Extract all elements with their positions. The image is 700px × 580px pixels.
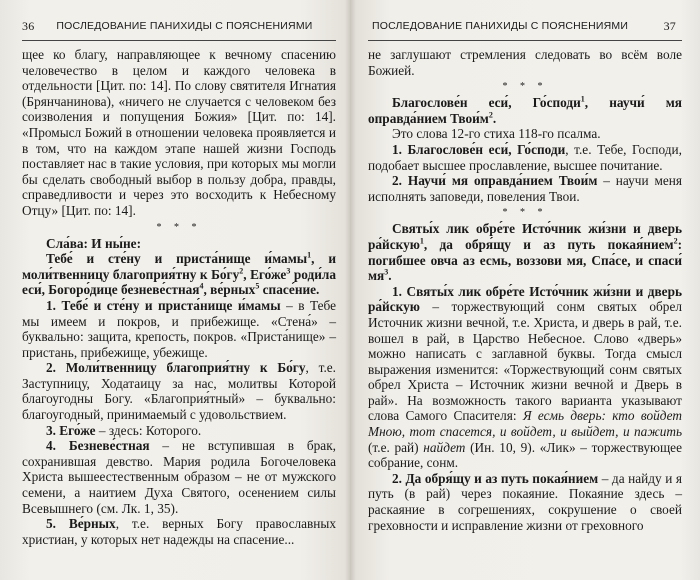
right-running-header (368, 13, 682, 41)
psalm-verse: Благослове́н еси́, Го́споди$^1$, научи́ мя оправда́нием $Твои́м^2$. (368, 94, 682, 126)
right-page-number: 37 (663, 18, 676, 33)
right-page (350, 0, 700, 580)
note-1: 1. Тебе́ и сте́ну и приста́нище и́мамы – в Тебе мы имеем и покров, и прибежище. «Стена́» – буквально: защита, крепость, покров. «Приста́нище» – пристань, прибежище, убежище. (22, 297, 336, 360)
left-page-text (22, 47, 336, 547)
troparion-note-2: 2. Да обря́щу и аз путь покая́нием – да найду и я путь (в рай) через покаяние. Покаяние здесь – раскаяние в согрешениях, сокрушение о своей греховности и исправление жизни от греховного (368, 470, 682, 533)
note-2: 2. Моли́твенницу благоприя́тну к Бо́гу, т.е. Заступницу, Ходатаицу за нас, молитвы Которой благоугодны Богу. «Благоприя́тный» – буквально: благоугодный, принимаемый с удовольствием. (22, 360, 336, 423)
psalm-verse-note: Это слова 12-го стиха 118-го псалма. (392, 126, 601, 142)
slava-heading: Сла́ва: И ны́не: (46, 235, 141, 251)
verse-note-2: 2. Научи́ мя оправда́нием Твои́м – научи меня исполнять заповеди, повеления Твои. (368, 173, 682, 204)
right-section-divider-2: * * * (502, 207, 548, 219)
right-page-text (368, 47, 682, 533)
note-5: 5. Ве́рных, т.е. верных Богу православных христиан, у которых нет надежды на спасение... (22, 516, 336, 547)
right-paragraph-continuation: не заглушают стремления следовать во всём воле Божией. (368, 47, 682, 78)
left-paragraph-continuation: щее ко благу, направляющее к вечному спасению человечество в целом и каждого человека в отдельности [Цит. по: 14]. По слову святителя Игнатия (Брянчанинова), «ничего не случается с человеком без соизволения и попущения Божия» [Цит. по: 14]. «Промысл Божий в отношении человека проявляется и в том, что на каждом этапе нашей жизни Господь поставляет нас в такие условия, при которых мы могли бы сделать свободный выбор в пользу добра, правды, справедливости и через это восходить к Небесному Отцу» [Цит. по: 14]. (22, 47, 336, 218)
left-running-title: ПОСЛЕДОВАНИЕ ПАНИХИДЫ С ПОЯСНЕНИЯМИ (56, 20, 313, 32)
note-3: 3. Его́же – здесь: Которого. (46, 422, 202, 438)
note-4: 4. Безневе́стная – не вступившая в брак, сохранившая девство. Мария родила Богочеловека Христа вышеестественным образом – не от мужского семени, а наитием Духа Святого, осенением силы Всевышнего (см. Лк. 1, 35). (22, 438, 336, 516)
right-running-title: ПОСЛЕДОВАНИЕ ПАНИХИДЫ С ПОЯСНЕНИЯМИ (372, 20, 629, 32)
theotokion-text: Тебе́ и сте́ну и приста́нище и́мамы$^1$, и моли́твенницу благоприя́тну к $Бо́гу^2$, $Его́же^3$ роди́ла еси́, Богоро́дице безневе́стная$^4$, ве́рных$^5$ спасе́ние. (22, 250, 337, 298)
troparion-note-1: 1. Святы́х лик обре́те Исто́чник жи́зни и дверь ра́йскую – торжествующий сонм святых обрел Источник жизни вечной, т.е. Христа, и дверь в рай, т.е. вошел в рай, в Царство Небесное. Слово «дверь» можно написать с заглавной буквы. Тогда смысл выражения изменится: «Торжествующий сонм святых обрел Христа – Источник жизни вечной и Дверь в рай». На возможность такого варианта указывают слова Самого Спасителя: Я есмь дверь: кто войдет Мною, тот спасется, и войдет, и выйдет, и пажить (т.е. рай) найдет (Ин. 10, 9). «Лик» – торжествующее собрание, сонм. (368, 283, 682, 471)
left-section-divider: * * * (156, 221, 202, 233)
right-section-divider-1: * * * (502, 81, 548, 93)
left-running-header (22, 13, 336, 41)
left-page-number: 36 (22, 18, 35, 33)
verse-note-1: 1. Благослове́н еси́, Го́споди, т.е. Тебе, Господи, подобает высшее прославление, высшее почитание. (368, 141, 682, 173)
troparion-text: Святы́х лик обре́те Исто́чник жи́зни и дверь ра́йскую$^1$, да обря́щу и аз путь покая́нием$^2$: погибшее овча аз есмь, воззови мя, Спа́се, и спаси́ $мя^3$. (368, 221, 682, 284)
